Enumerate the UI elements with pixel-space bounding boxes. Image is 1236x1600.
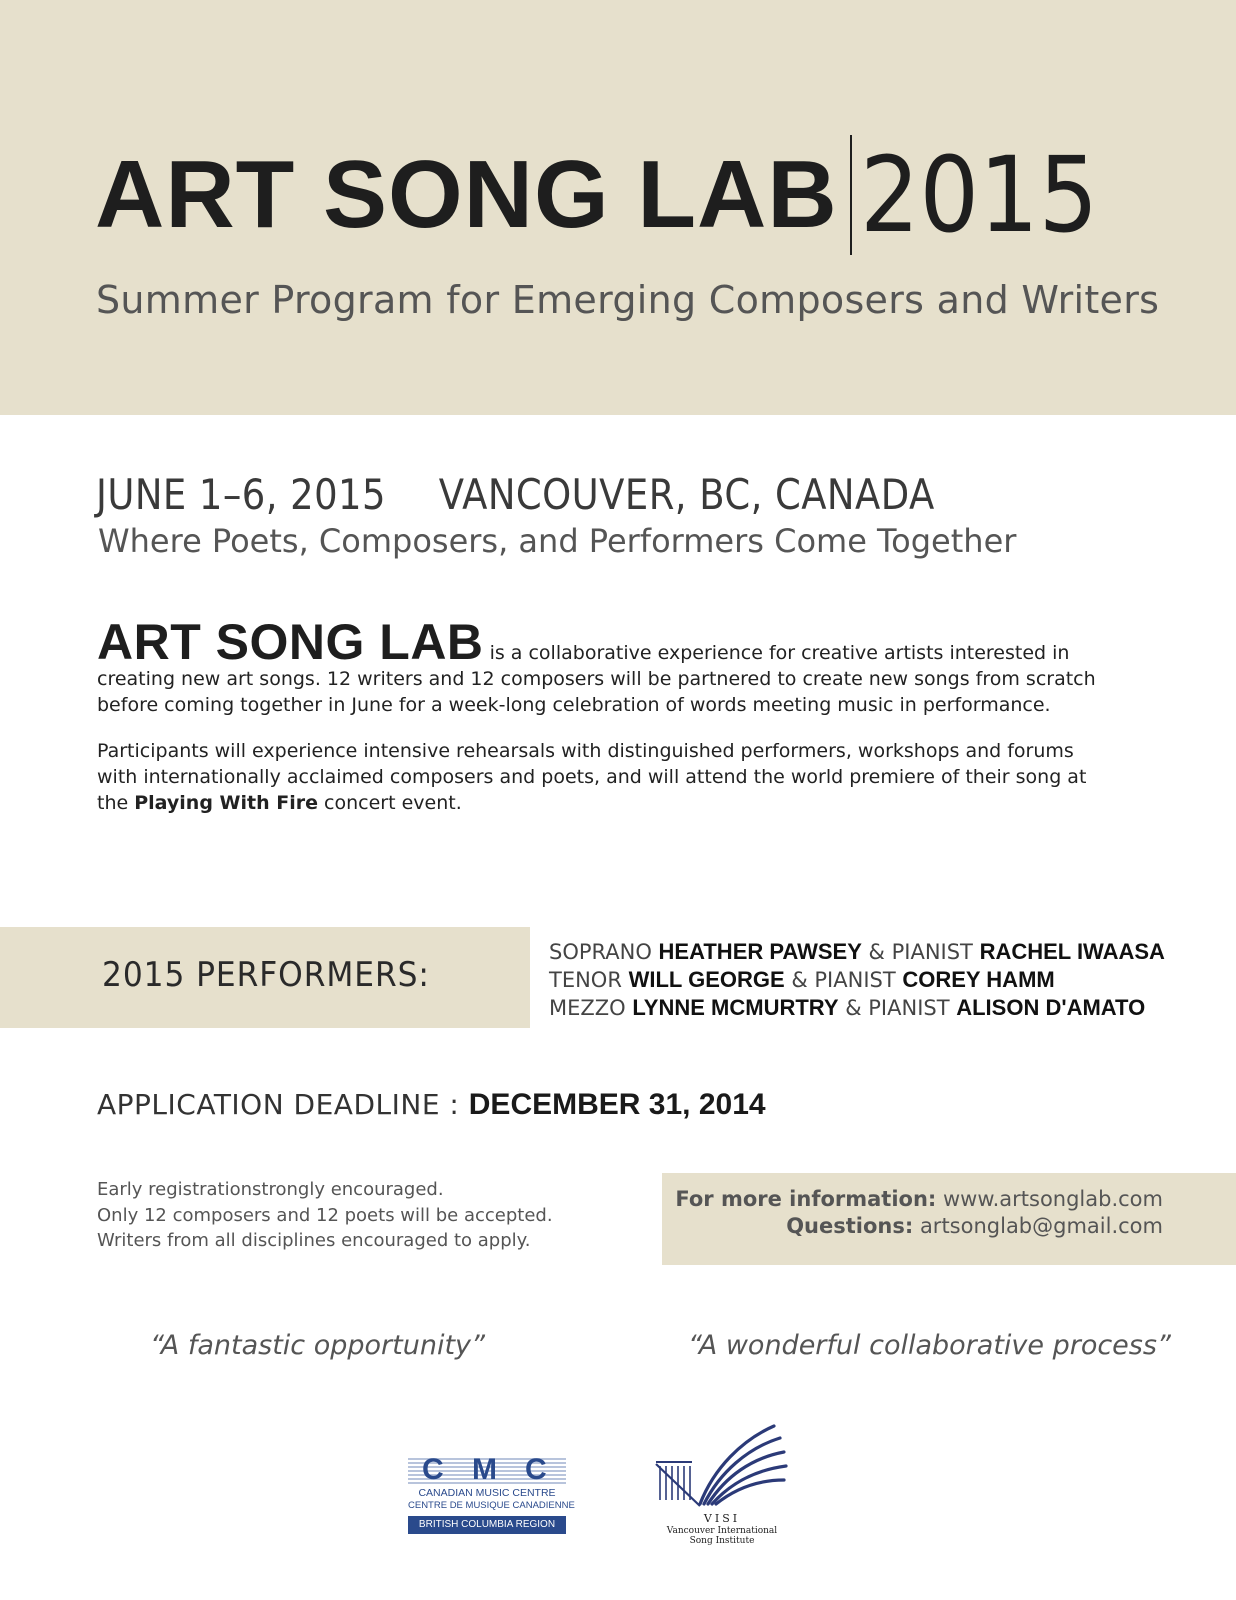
performer-row	[549, 994, 1165, 1022]
tagline: Where Poets, Composers, and Performers Come Together	[98, 522, 1017, 560]
note-line: Early registrationstrongly encouraged.	[97, 1179, 444, 1200]
more-info-label: For more information:	[675, 1187, 937, 1211]
visi-acronym: VISI	[703, 1512, 741, 1525]
performer-row	[549, 966, 1165, 994]
performer-separator: & PIANIST	[838, 996, 957, 1020]
performer-separator: & PIANIST	[861, 940, 980, 964]
description-text-2b: concert event.	[318, 792, 462, 814]
performers-label: 2015 PERFORMERS:	[102, 955, 430, 995]
cmc-region: BRITISH COLUMBIA REGION	[408, 1516, 566, 1534]
performer-role: SOPRANO	[549, 940, 659, 964]
description-paragraph-1	[97, 614, 1097, 718]
performer-name: HEATHER PAWSEY	[658, 939, 862, 964]
performer-row	[549, 938, 1165, 966]
cmc-name-french: CENTRE DE MUSIQUE CANADIENNE	[408, 1500, 575, 1511]
event-date-location	[96, 470, 935, 519]
performer-name: WILL GEORGE	[628, 967, 785, 992]
website-link[interactable]: www.artsonglab.com	[936, 1187, 1163, 1211]
application-deadline	[97, 1088, 766, 1122]
description-brand: ART SONG LAB	[97, 614, 484, 670]
cmc-name-english: CANADIAN MUSIC CENTRE	[418, 1487, 556, 1499]
title-text: ART SONG LAB	[95, 141, 838, 248]
pianist-name: RACHEL IWAASA	[979, 939, 1165, 964]
concert-event-name: Playing With Fire	[134, 792, 318, 814]
title-year: 2015	[859, 134, 1098, 256]
testimonial-quote: “A fantastic opportunity”	[150, 1330, 485, 1361]
contact-info	[675, 1186, 1163, 1240]
cmc-letter: C	[525, 1453, 547, 1486]
description-paragraph-2	[97, 738, 1097, 816]
performer-role: TENOR	[549, 968, 629, 992]
performer-role: MEZZO	[549, 996, 633, 1020]
description-text-1: is a collaborative experience for creative artists interested in creating new art songs. 12 writers and 12 composers will be partnered to create new songs from scratch before coming together in June for a week-long celebration of words meeting music in performance.	[97, 642, 1096, 716]
description-text-2a: Participants will experience intensive rehearsals with distinguished performers, workshops and forums with internationally acclaimed composers and poets, and will attend the world premiere of their song at the	[97, 740, 1087, 814]
registration-notes	[97, 1177, 553, 1254]
performers-list	[549, 938, 1165, 1022]
title-divider	[850, 135, 852, 255]
deadline-date: DECEMBER 31, 2014	[468, 1088, 766, 1121]
note-line: Only 12 composers and 12 poets will be accepted.	[97, 1204, 553, 1226]
cmc-letters	[408, 1453, 566, 1486]
event-location: VANCOUVER, BC, CANADA	[438, 470, 935, 519]
testimonial-quote: “A wonderful collaborative process”	[688, 1330, 1171, 1361]
performer-separator: & PIANIST	[784, 968, 903, 992]
note-line: Writers from all disciplines encouraged to apply.	[97, 1230, 531, 1251]
email-link[interactable]: artsonglab@gmail.com	[913, 1214, 1163, 1238]
visi-name-line-2: Song Institute	[689, 1536, 755, 1546]
poster-title	[95, 130, 1124, 260]
visi-emblem-icon	[652, 1418, 792, 1513]
pianist-name: ALISON D'AMATO	[956, 995, 1146, 1020]
cmc-letter: M	[472, 1453, 497, 1486]
more-info-line	[675, 1186, 1163, 1213]
cmc-logo	[408, 1453, 575, 1540]
visi-name-line-1: Vancouver International	[666, 1526, 778, 1536]
visi-logo	[652, 1418, 792, 1548]
deadline-label: APPLICATION DEADLINE :	[97, 1088, 469, 1121]
event-dates: JUNE 1–6, 2015	[96, 470, 386, 519]
questions-line	[675, 1213, 1163, 1240]
questions-label: Questions:	[786, 1214, 914, 1238]
visi-full-name	[652, 1526, 792, 1546]
cmc-letter: C	[422, 1453, 444, 1486]
pianist-name: COREY HAMM	[902, 967, 1055, 992]
description	[97, 614, 1097, 816]
performer-name: LYNNE MCMURTRY	[632, 995, 839, 1020]
subtitle: Summer Program for Emerging Composers and Writers	[96, 278, 1160, 322]
